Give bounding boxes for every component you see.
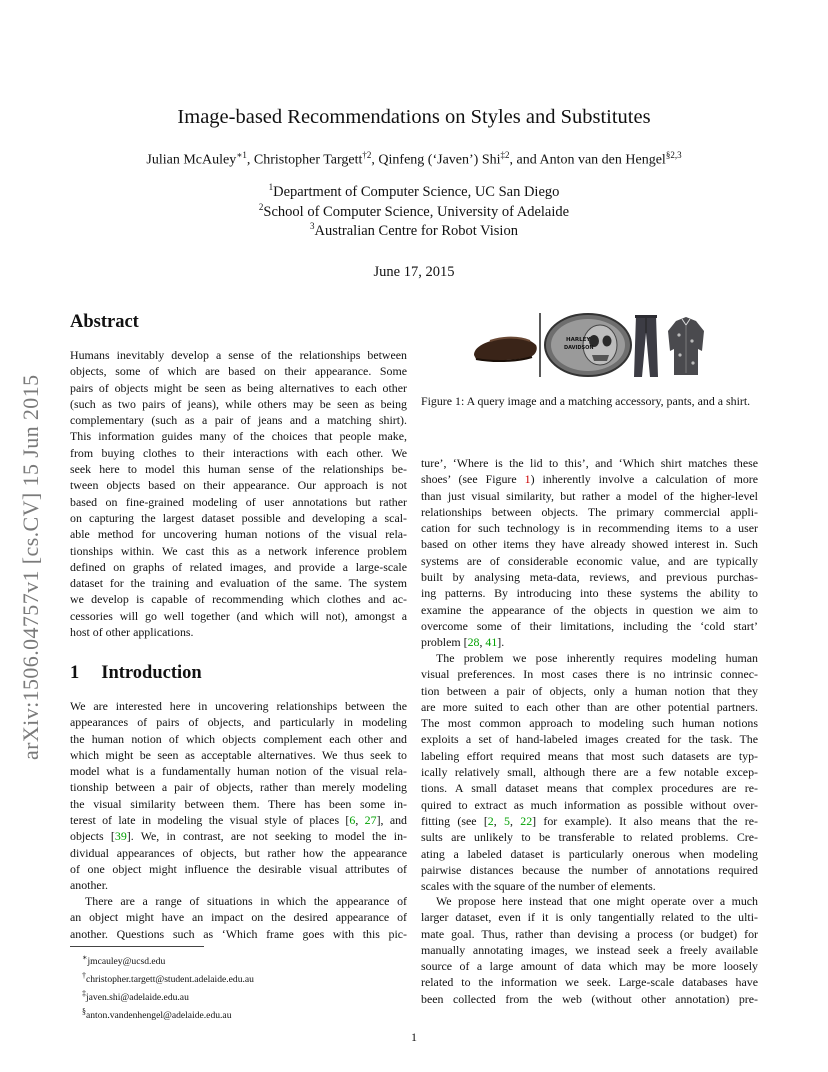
footnote-mark: §: [82, 1007, 86, 1017]
figure-ref-link[interactable]: 1: [524, 472, 531, 487]
footnote-rule: [70, 946, 204, 947]
text-line: are more suited to each other than are other potential partners.: [421, 699, 758, 714]
shoe-image: [474, 338, 537, 361]
text-line: [70, 828, 407, 844]
right-paragraph-1: [421, 455, 758, 651]
text-line: pairwise distances because the number of annotations required: [421, 862, 758, 877]
text-line: Humans inevitably develop a sense of the relationships between: [70, 348, 407, 362]
text-line: based on other items they have already showed interest in. Such: [421, 537, 758, 552]
text-line: visual preferences. In most cases there is no intrinsic connec-: [421, 667, 758, 682]
footnote: [82, 951, 402, 969]
text-run: ], and: [376, 813, 408, 828]
text-line: source of a large amount of data which may be more loosely: [421, 959, 758, 974]
text-line: which might be seen as acceptable alternatives. We thus seek to: [70, 747, 407, 762]
text-line: we develop is capable of recommending which clothes and ac-: [70, 592, 407, 607]
text-line: [70, 812, 407, 828]
author-separator: , and: [509, 152, 540, 168]
text-line: appearances of pairs of objects, and particularly in modeling: [70, 715, 407, 730]
figure-1: [468, 311, 708, 379]
text-run: ] for example). It also means that the re-: [532, 813, 758, 828]
text-line: ically relatively small, although there are a few notable excep-: [421, 765, 758, 780]
text-line: built by analysing meta-data, reviews, and previous purchas-: [421, 570, 758, 585]
text-line: tion between a pair of objects, only a human notion that they: [421, 683, 758, 698]
figure-1-caption: Figure 1: A query image and a matching accessory, pants, and a shirt.: [421, 394, 751, 408]
text-line: the human notion of which objects complement each other and: [70, 731, 407, 746]
text-run: ,: [493, 813, 505, 828]
text-line: cessories will go well together (and which will not), amongst a: [70, 608, 407, 623]
citation-link[interactable]: 5: [504, 813, 510, 828]
text-line: This information guides many of the choices that people make,: [70, 429, 407, 444]
text-line: defined on graphs of related images, and provide a large-scale: [70, 559, 407, 574]
text-line: able method for uncovering human notions of the visual rela-: [70, 527, 407, 542]
text-line: [421, 813, 758, 829]
text-line: tionships within. We cast this as a network inference problem: [70, 543, 407, 558]
citation-link[interactable]: 39: [114, 829, 127, 844]
text-line: than just visual similarity, but rather a model of the higher-level: [421, 488, 758, 503]
text-line: quired to extract as much information as possible without over-: [421, 797, 758, 812]
author-mark: †2: [362, 150, 372, 160]
text-line: scales with the square of the number of elements.: [421, 879, 656, 894]
page-number: 1: [411, 1030, 417, 1044]
footnote-email[interactable]: javen.shi@adelaide.edu.au: [86, 992, 189, 1004]
affiliation-mark: 1: [268, 182, 274, 192]
text-line: The most common approach to modeling such human notions: [421, 716, 758, 731]
text-line: ing patterns. By introducing into these systems the ability to: [421, 586, 758, 601]
citation-link[interactable]: 22: [520, 813, 533, 828]
footnote: [82, 1005, 402, 1023]
author-mark: ‡2: [500, 150, 510, 160]
author-separator: ,: [371, 152, 379, 168]
text-line: related to the information we seek. Large-scale databases have: [421, 975, 758, 990]
affiliation-mark: 2: [258, 202, 264, 212]
footnote-mark: †: [82, 971, 86, 981]
citation-link[interactable]: 28: [467, 635, 480, 650]
affiliation: [0, 182, 828, 201]
belt-buckle-image: [545, 314, 631, 376]
text-line: complementary (such as a pair of jeans and a matching shirt).: [70, 413, 407, 428]
text-line: [421, 634, 758, 650]
affiliation-mark: 3: [310, 221, 315, 231]
citation-link[interactable]: 41: [485, 635, 498, 650]
text-line: another.: [70, 878, 108, 893]
text-line: ture’, ‘Where is the lid to this’, and ‘Which shirt matches these: [421, 456, 758, 470]
text-line: ating a labeled dataset is particularly onerous when modeling: [421, 846, 758, 861]
shirt-image: [668, 317, 704, 375]
text-run: terest of late in modeling the visual style of places [: [70, 813, 350, 828]
author-name: Anton van den Hengel: [539, 152, 666, 168]
citation-link[interactable]: 2: [487, 813, 494, 828]
buckle-logo-text: HARLEY: [566, 337, 591, 343]
text-line: cation for such technology is in recommending items to a user: [421, 521, 758, 536]
text-line: sults are unlikely to be transferable to related problems. Cre-: [421, 830, 758, 845]
text-line: been collected from the web (without other annotation) pre-: [421, 991, 758, 1006]
footnote: [82, 987, 402, 1005]
text-run: ,: [509, 813, 521, 828]
author-name: Julian McAuley: [146, 152, 237, 168]
intro-paragraph-1: [70, 698, 407, 894]
footnote-email[interactable]: jmcauley@ucsd.edu: [87, 956, 166, 968]
text-line: from buying clothes to their interactions with each other. We: [70, 445, 407, 460]
text-line: an object might have an impact on the desired appearance of: [70, 910, 407, 925]
text-run: ) inherently involve a calculation of more: [530, 472, 758, 487]
text-line: objects, some of which are based on their appearance. Some: [70, 364, 407, 379]
affiliation-text: Australian Centre for Robot Vision: [314, 222, 518, 239]
publication-date: June 17, 2015: [373, 264, 455, 280]
author-name: Qinfeng (‘Javen’) Shi: [378, 152, 501, 168]
text-line: on capturing the largest dataset possible and developing a scal-: [70, 510, 407, 525]
footnote-mark: ∗: [82, 953, 88, 962]
text-line: seek here to model this human sense of the relationships be-: [70, 462, 407, 477]
text-run: ,: [355, 813, 365, 828]
text-line: There are a range of situations in which the appearance of: [85, 894, 407, 908]
author-mark: ∗1: [236, 150, 247, 160]
text-line: The problem we pose inherently requires modeling human: [436, 651, 758, 665]
intro-paragraph-2: [70, 893, 407, 942]
text-run: ,: [479, 635, 486, 650]
text-line: We propose here instead that one might operate over a much: [436, 894, 758, 908]
text-line: tions. A small dataset means that complex procedures are re-: [421, 781, 758, 796]
paper-title: Image-based Recommendations on Styles and Substitutes: [177, 106, 651, 128]
text-line: another. Questions such as ‘Which frame goes with this pic-: [70, 926, 407, 941]
right-paragraph-2: [421, 650, 758, 894]
text-line: [421, 471, 758, 487]
text-line: tionship between a pair of objects, rather than merely modeling: [70, 780, 407, 795]
text-line: based on fine-grained modeling of user annotations but rather: [70, 494, 407, 509]
text-line: exploits a set of hand-labeled images created for the task. The: [421, 732, 758, 747]
text-line: dataset for the training and evaluation of the same. The system: [70, 576, 407, 591]
affiliation-text: School of Computer Science, University of Adelaide: [263, 203, 570, 220]
text-line: the visual similarity between them. There has been some in-: [70, 796, 407, 811]
pants-image: [634, 315, 658, 377]
text-line: larger dataset, even if it is only tangentially related to the ulti-: [421, 910, 758, 925]
footnote: [82, 969, 402, 987]
footnote-email[interactable]: christopher.targett@student.adelaide.edu.au: [86, 974, 254, 986]
author-name: Christopher Targett: [253, 152, 363, 168]
figure-1-images: [468, 311, 708, 379]
text-line: of one object might influence the desirable visual attributes of: [70, 861, 407, 876]
text-line: pairs of objects might be seen as being alternatives to each other: [70, 380, 407, 395]
affiliation: [0, 202, 828, 221]
text-run: fitting (see [: [421, 813, 488, 828]
text-line: manually annotating images, we instead seek a freely available: [421, 942, 758, 957]
text-line: mate goal. Thus, rather than devising a process (or budget) for: [421, 926, 758, 941]
text-run: ]. We, in contrast, are not seeking to model the in-: [126, 829, 407, 844]
text-line: host of other applications.: [70, 625, 194, 640]
arxiv-stamp: arXiv:1506.04757v1 [cs.CV] 15 Jun 2015: [18, 374, 43, 760]
text-line: We are interested here in uncovering relationships between the: [70, 699, 407, 713]
text-line: tween objects based on their appearance. Our approach is not: [70, 478, 407, 493]
right-paragraph-3: [421, 893, 758, 1007]
footnotes: [82, 951, 402, 1023]
text-run: problem [: [421, 635, 468, 650]
author-list: [0, 150, 828, 169]
text-line: relationships between objects. The primary commercial appli-: [421, 504, 758, 519]
section-number: 1: [70, 663, 80, 683]
text-line: systems are of considerable economic value, and are typically: [421, 553, 758, 568]
affiliation-text: Department of Computer Science, UC San Diego: [273, 183, 560, 200]
affiliation: [0, 221, 828, 240]
text-line: examine the appearance of the objects in question we aim to: [421, 602, 758, 617]
text-line: dividual appearances of objects, but rather how the appearance: [70, 845, 407, 860]
text-line: (such as two pairs of jeans), while others may be seen as being: [70, 396, 407, 411]
text-line: model what is a fundamentally human notion of the visual rela-: [70, 764, 407, 779]
abstract-heading: Abstract: [70, 312, 139, 332]
introduction-heading: [70, 663, 202, 684]
citation-link[interactable]: 6: [349, 813, 356, 828]
author-mark: §2,3: [665, 150, 682, 160]
text-run: ].: [497, 635, 505, 650]
section-title: Introduction: [101, 663, 202, 683]
citation-link[interactable]: 27: [364, 813, 377, 828]
footnote-email[interactable]: anton.vandenhengel@adelaide.edu.au: [86, 1010, 232, 1022]
buckle-logo-text: DAVIDSON: [564, 345, 594, 351]
text-line: overcome some of their limitations, including the ‘cold start’: [421, 618, 758, 633]
text-run: shoes’ (see Figure: [421, 472, 525, 487]
author-separator: ,: [246, 152, 254, 168]
text-line: labeling effort required means that most such datasets are typ-: [421, 748, 758, 763]
footnote-mark: ‡: [82, 989, 86, 999]
abstract-body: [70, 347, 407, 640]
text-run: objects [: [70, 829, 115, 844]
